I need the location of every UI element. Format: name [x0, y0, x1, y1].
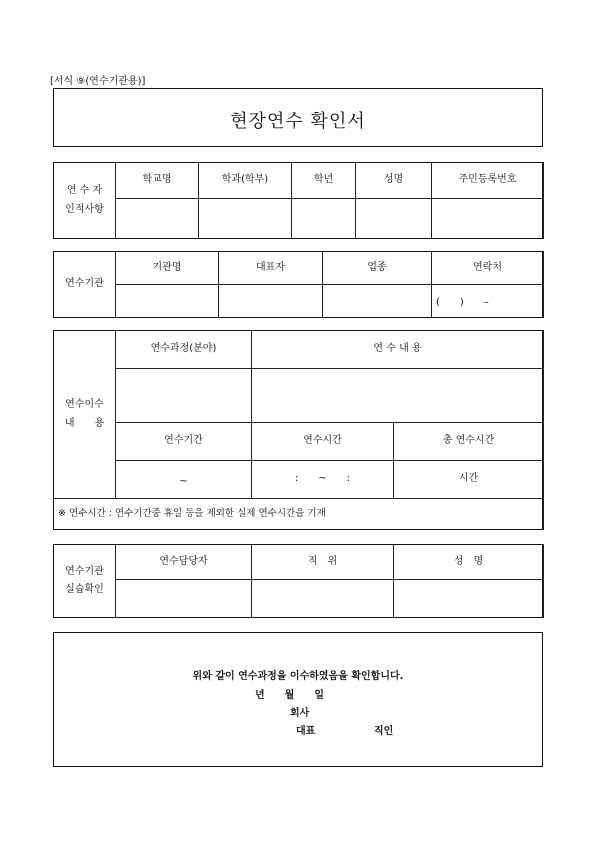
manager-name-field[interactable]: [394, 580, 544, 618]
business-type-field[interactable]: [323, 285, 432, 318]
practice-label-line1: 연수기관: [65, 565, 104, 577]
header-representative: 대표자: [219, 252, 323, 285]
position-field[interactable]: [252, 580, 394, 618]
page-title: 현장연수 확인서: [230, 111, 366, 132]
course-section-label: [54, 331, 116, 499]
course-label-line2: 내 용: [64, 417, 105, 429]
course-content-input[interactable]: [252, 369, 544, 423]
confirmation-box: [53, 632, 543, 767]
header-resident-number: 주민등록번호: [432, 163, 544, 199]
total-hours-field[interactable]: 시간: [394, 461, 544, 499]
header-business-type: 업종: [323, 252, 432, 285]
header-department: 학과(학부): [199, 163, 292, 199]
header-name: 성명: [356, 163, 432, 199]
contact-field[interactable]: ( ) –: [432, 285, 544, 318]
header-training-time: 연수시간: [252, 423, 394, 461]
trainee-label-line2: 인적사항: [65, 203, 104, 215]
header-training-period: 연수기간: [116, 423, 252, 461]
training-manager-field[interactable]: [116, 580, 252, 618]
form-label: [서식 ⑨(연수기관용)]: [50, 76, 146, 87]
training-period-field[interactable]: ~: [116, 461, 252, 499]
header-course-field: 연수과정(분야): [116, 331, 252, 369]
institution-name-field[interactable]: [116, 285, 219, 318]
header-contact: 연락처: [432, 252, 544, 285]
header-institution-name: 기관명: [116, 252, 219, 285]
resident-number-field[interactable]: [432, 199, 544, 239]
department-field[interactable]: [199, 199, 292, 239]
practice-table: [53, 544, 544, 618]
course-table: [53, 330, 544, 530]
header-grade: 학년: [292, 163, 356, 199]
name-field[interactable]: [356, 199, 432, 239]
course-field-input[interactable]: [116, 369, 252, 423]
title-box: [53, 88, 543, 147]
institution-table: [53, 251, 544, 318]
trainee-label-line1: 연 수 자: [66, 185, 103, 196]
trainee-section-label: [54, 163, 116, 239]
header-course-content: 연 수 내 용: [252, 331, 544, 369]
seal-label: 직인: [374, 726, 394, 737]
date-line: 년 월 일: [255, 690, 324, 701]
representative-field[interactable]: [219, 285, 323, 318]
training-time-field[interactable]: : ~ :: [252, 461, 394, 499]
header-position: 직 위: [252, 545, 394, 580]
practice-section-label: [54, 545, 116, 618]
institution-section-label: 연수기관: [54, 252, 116, 318]
header-school: 학교명: [116, 163, 199, 199]
header-total-hours: 총 연수시간: [394, 423, 544, 461]
confirmation-statement: 위와 같이 연수과정을 이수하였음을 확인합니다.: [192, 671, 404, 682]
trainee-info-table: [53, 162, 544, 239]
company-label: 회사: [290, 708, 310, 719]
school-field[interactable]: [116, 199, 199, 239]
course-label-line1: 연수이수: [65, 399, 104, 410]
practice-label-line2: 실습확인: [65, 584, 104, 595]
training-time-note: ※ 연수시간 : 연수기간중 휴일 등을 제외한 실제 연수시간을 기재: [54, 499, 544, 530]
representative-label: 대표: [296, 726, 316, 737]
header-training-manager: 연수담당자: [116, 545, 252, 580]
header-manager-name: 성 명: [394, 545, 544, 580]
grade-field[interactable]: [292, 199, 356, 239]
